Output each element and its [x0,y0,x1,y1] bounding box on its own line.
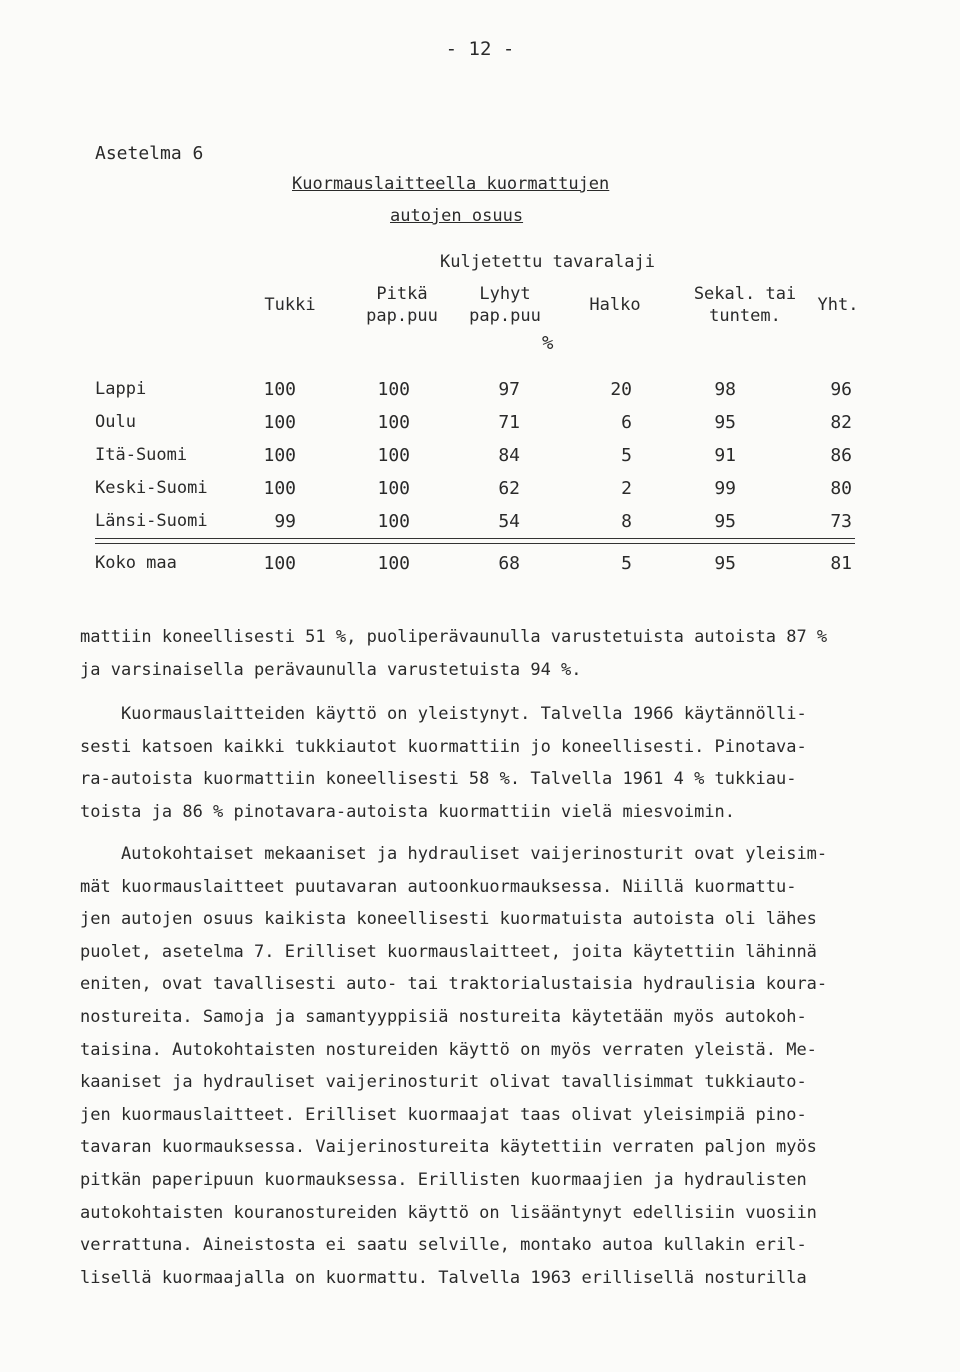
cell: 2 [621,478,632,499]
cell: 100 [377,553,410,574]
cell: 100 [263,445,296,466]
row-label: Oulu [95,412,136,432]
cell: 100 [263,379,296,400]
text-line: kaaniset ja hydrauliset vaijerinosturit olivat tavallisimmat tukkiauto- [80,1072,807,1093]
cell: 95 [714,511,736,532]
text-line: toista ja 86 % pinotavara-autoista kuormattiin vielä miesvoimin. [80,801,736,822]
cell: 84 [498,445,520,466]
cell: 97 [498,379,520,400]
cell: 81 [830,553,852,574]
text-line: puolet, asetelma 7. Erilliset kuormauslaitteet, joita käytettiin lähinnä [80,941,817,962]
text-line: ra-autoista kuormattiin koneellisesti 58 %. Talvella 1961 4 % tukkiau- [80,769,797,790]
row-label: Koko maa [95,553,177,573]
text-line: nostureita. Samoja ja samantyyppisiä nostureita käytetään myös autokoh- [80,1006,807,1027]
cell: 99 [714,478,736,499]
column-header-halko: Halko [589,295,641,315]
text-line: tavaran kuormauksessa. Vaijerinostureita käytettiin verraten paljon myös [80,1137,817,1158]
paragraph-3 [80,838,880,1294]
cell: 100 [377,412,410,433]
cell: 20 [610,379,632,400]
cell: 62 [498,478,520,499]
column-header-sekal: Sekal. tai tuntem. [693,284,797,326]
row-label: Länsi-Suomi [95,511,208,531]
text-line: jen kuormauslaitteet. Erilliset kuormaajat taas olivat yleisimpiä pino- [80,1104,807,1125]
cell: 73 [830,511,852,532]
text-line: pitkän paperipuun kuormauksessa. Erillisten kuormaajien ja hydraulisten [80,1169,807,1190]
paragraph-1 [80,621,880,686]
cell: 100 [377,445,410,466]
text-line: verrattuna. Aineistosta ei saatu selville, montako autoa kullakin eril- [80,1235,807,1256]
cell: 96 [830,379,852,400]
cell: 98 [714,379,736,400]
text-line: autokohtaisten kouranostureiden käyttö on lisääntynyt edellisiin vuosiin [80,1202,817,1223]
cell: 100 [263,412,296,433]
table-title-line-1: Kuormauslaitteella kuormattujen [292,174,610,194]
cell: 68 [498,553,520,574]
cell: 95 [714,412,736,433]
cell: 86 [830,445,852,466]
text-line: Autokohtaiset mekaaniset ja hydrauliset vaijerinosturit ovat yleisim- [80,844,828,864]
table-rule-top [95,538,855,539]
text-line: mät kuormauslaitteet puutavaran autoonkuormauksessa. Niillä kuormattu- [80,876,797,897]
text-line: sesti katsoen kaikki tukkiautot kuormattiin jo koneellisesti. Pinotava- [80,736,807,757]
row-label: Lappi [95,379,147,399]
row-label: Itä-Suomi [95,445,188,465]
cell: 8 [621,511,632,532]
cell: 6 [621,412,632,433]
row-label: Keski-Suomi [95,478,208,498]
cell: 100 [263,478,296,499]
cell: 100 [263,553,296,574]
text-line: eniten, ovat tavallisesti auto- tai traktorialustaisia hydraulisia koura- [80,974,828,995]
table-group-header: Kuljetettu tavaralaji [440,252,655,272]
text-line: lisellä kuormaajalla on kuormattu. Talvella 1963 erillisellä nosturilla [80,1267,807,1288]
cell: 100 [377,379,410,400]
percent-unit: % [542,332,554,354]
cell: 95 [714,553,736,574]
cell: 82 [830,412,852,433]
text-line: mattiin koneellisesti 51 %, puoliperävaunulla varustetuista autoista 87 % [80,627,828,647]
cell: 91 [714,445,736,466]
table-rule-bottom [95,543,855,544]
column-header-lyhyt: Lyhyt pap.puu [469,284,541,326]
cell: 5 [621,553,632,574]
cell: 99 [274,511,296,532]
cell: 100 [377,511,410,532]
paragraph-2 [80,698,880,828]
cell: 5 [621,445,632,466]
text-line: jen autojen osuus kaikista koneellisesti kuormatuista autoista oli lähes [80,909,817,930]
column-header-pitka: Pitkä pap.puu [366,284,438,326]
cell: 80 [830,478,852,499]
page-number: - 12 - [445,38,515,60]
table-title-line-2: autojen osuus [390,206,524,226]
text-line: ja varsinaisella perävaunulla varustetuista 94 %. [80,659,582,680]
exhibit-label: Asetelma 6 [95,143,204,164]
cell: 71 [498,412,520,433]
cell: 54 [498,511,520,532]
column-header-yht: Yht. [817,295,859,315]
text-line: Kuormauslaitteiden käyttö on yleistynyt. Talvella 1966 käytännölli- [80,704,807,724]
cell: 100 [377,478,410,499]
column-header-tukki: Tukki [264,295,316,315]
text-line: taisina. Autokohtaisten nostureiden käyttö on myös verraten yleistä. Me- [80,1039,817,1060]
